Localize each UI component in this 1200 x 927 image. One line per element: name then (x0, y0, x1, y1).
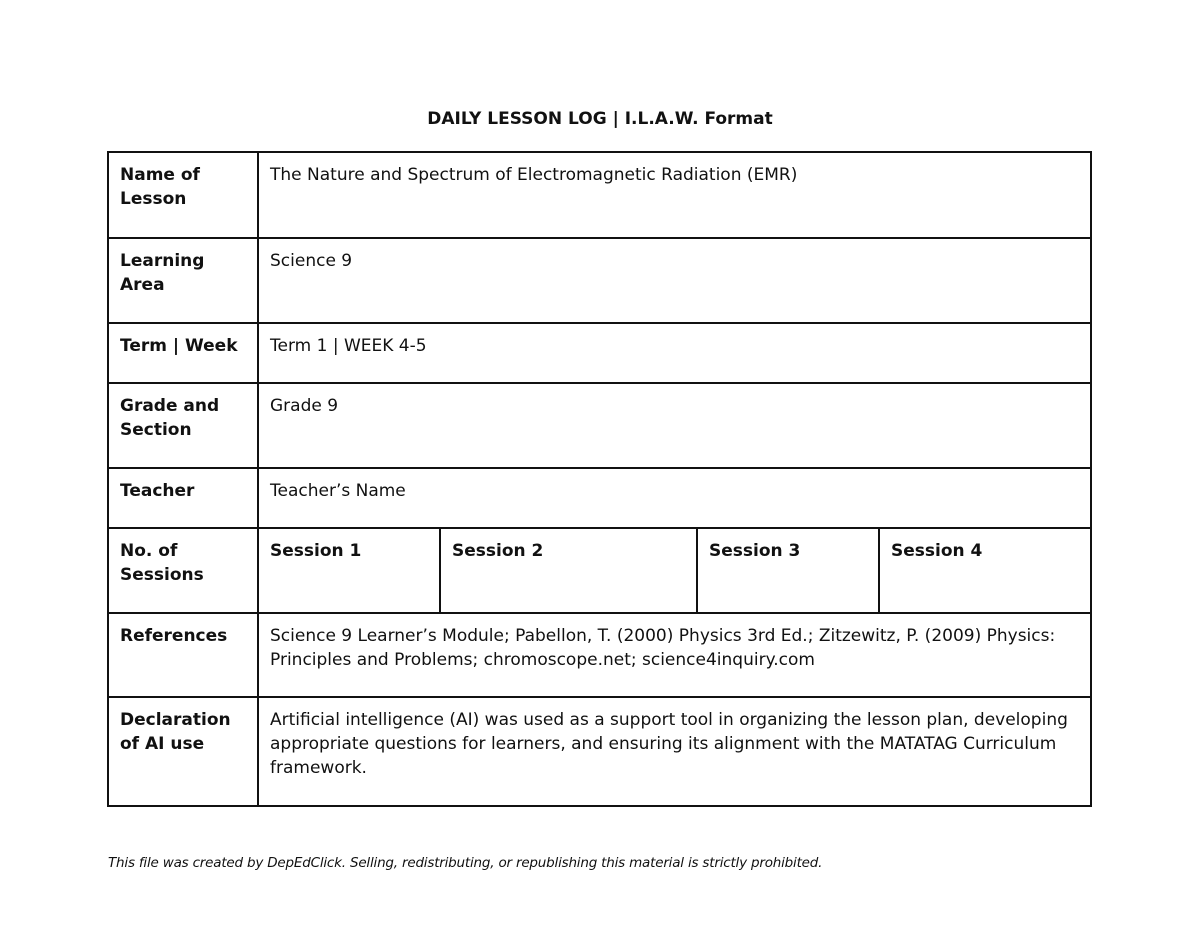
value-ai-declaration: Artificial intelligence (AI) was used as a support tool in organizing the lesson plan, developing appropriate questions for learners, and ensuring its alignment with the MATATAG Curriculum framework. (258, 697, 1091, 806)
value-references: Science 9 Learner’s Module; Pabellon, T. (2000) Physics 3rd Ed.; Zitzewitz, P. (2009) Physics: Principles and Problems; chromoscope.net; science4inquiry.com (258, 613, 1091, 697)
session-2: Session 2 (440, 528, 697, 613)
copyright-footer: This file was created by DepEdClick. Selling, redistributing, or republishing this material is strictly prohibited. (108, 855, 823, 871)
label-grade-section: Grade and Section (108, 383, 258, 468)
label-name-of-lesson: Name of Lesson (108, 152, 258, 238)
label-sessions: No. of Sessions (108, 528, 258, 613)
session-3: Session 3 (697, 528, 879, 613)
session-4: Session 4 (879, 528, 1091, 613)
row-name-of-lesson (108, 152, 1091, 238)
value-term-week: Term 1 | WEEK 4-5 (258, 323, 1091, 383)
row-learning-area (108, 238, 1091, 323)
session-1: Session 1 (258, 528, 440, 613)
label-teacher: Teacher (108, 468, 258, 528)
label-ai-declaration: Declaration of AI use (108, 697, 258, 806)
row-term-week (108, 323, 1091, 383)
document-title: DAILY LESSON LOG | I.L.A.W. Format (427, 109, 773, 129)
row-grade-section (108, 383, 1091, 468)
lesson-log-table (107, 151, 1092, 807)
row-teacher (108, 468, 1091, 528)
value-grade-section: Grade 9 (258, 383, 1091, 468)
value-name-of-lesson: The Nature and Spectrum of Electromagnetic Radiation (EMR) (258, 152, 1091, 238)
label-learning-area: Learning Area (108, 238, 258, 323)
row-references (108, 613, 1091, 697)
row-ai-declaration (108, 697, 1091, 806)
label-references: References (108, 613, 258, 697)
value-teacher: Teacher’s Name (258, 468, 1091, 528)
row-sessions (108, 528, 1091, 613)
label-term-week: Term | Week (108, 323, 258, 383)
value-learning-area: Science 9 (258, 238, 1091, 323)
